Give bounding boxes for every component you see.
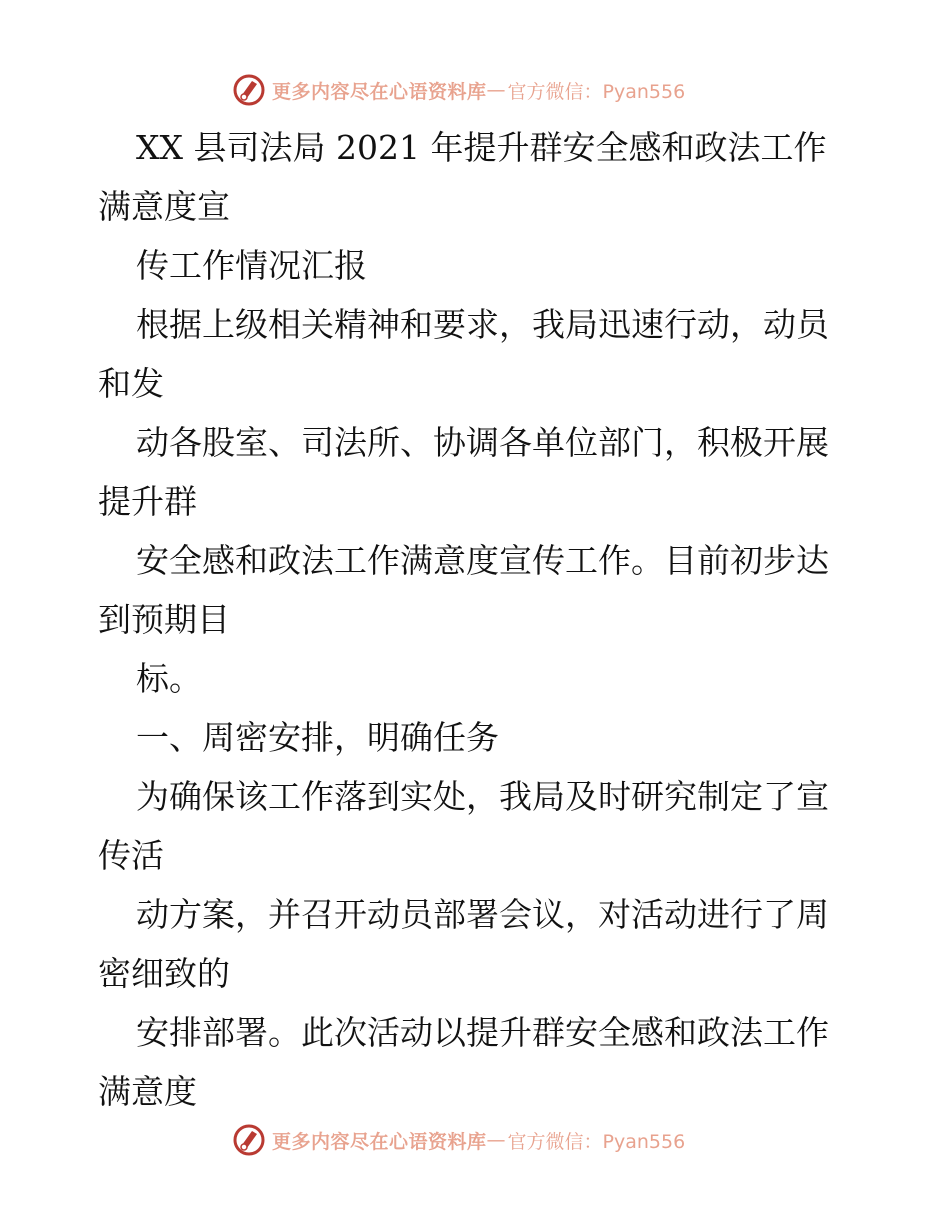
doc-line-15: 密细致的 (98, 954, 230, 993)
doc-line-6: 动各股室、司法所、协调各单位部门，积极开展 (136, 423, 829, 462)
document-body (98, 118, 858, 1121)
doc-line-10: 标。 (136, 659, 202, 698)
banner-separator: — (486, 1129, 506, 1151)
doc-line-14: 动方案，并召开动员部署会议，对活动进行了周 (136, 895, 829, 934)
doc-line-9: 到预期目 (98, 600, 230, 639)
doc-line-13: 传活 (98, 836, 164, 875)
doc-line-12: 为确保该工作落到实处，我局及时研究制定了宣 (136, 777, 829, 816)
doc-title-line-1: XX 县司法局 2021 年提升群安全感和政法工作 (136, 128, 827, 167)
banner-contact-text: 官方微信：Pyan556 (507, 1130, 686, 1153)
doc-line-5: 和发 (98, 364, 164, 403)
doc-title-line-2: 满意度宣 (98, 187, 230, 226)
banner-separator: — (486, 79, 506, 101)
footer-banner (232, 1120, 712, 1160)
doc-line-17: 满意度 (98, 1072, 197, 1111)
doc-line-4: 根据上级相关精神和要求，我局迅速行动，动员 (136, 305, 829, 344)
brand-logo-icon (232, 73, 266, 107)
doc-title-line-3: 传工作情况汇报 (136, 246, 367, 285)
doc-line-16: 安排部署。此次活动以提升群安全感和政法工作 (136, 1013, 829, 1052)
banner-brand-text: 更多内容尽在心语资料库 (272, 80, 487, 103)
header-banner (232, 70, 712, 110)
brand-logo-icon (232, 1123, 266, 1157)
doc-line-7: 提升群 (98, 482, 197, 521)
banner-contact-text: 官方微信：Pyan556 (507, 80, 686, 103)
banner-brand-text: 更多内容尽在心语资料库 (272, 1130, 487, 1153)
doc-line-8: 安全感和政法工作满意度宣传工作。目前初步达 (136, 541, 829, 580)
section-heading: 一、周密安排，明确任务 (136, 718, 499, 757)
